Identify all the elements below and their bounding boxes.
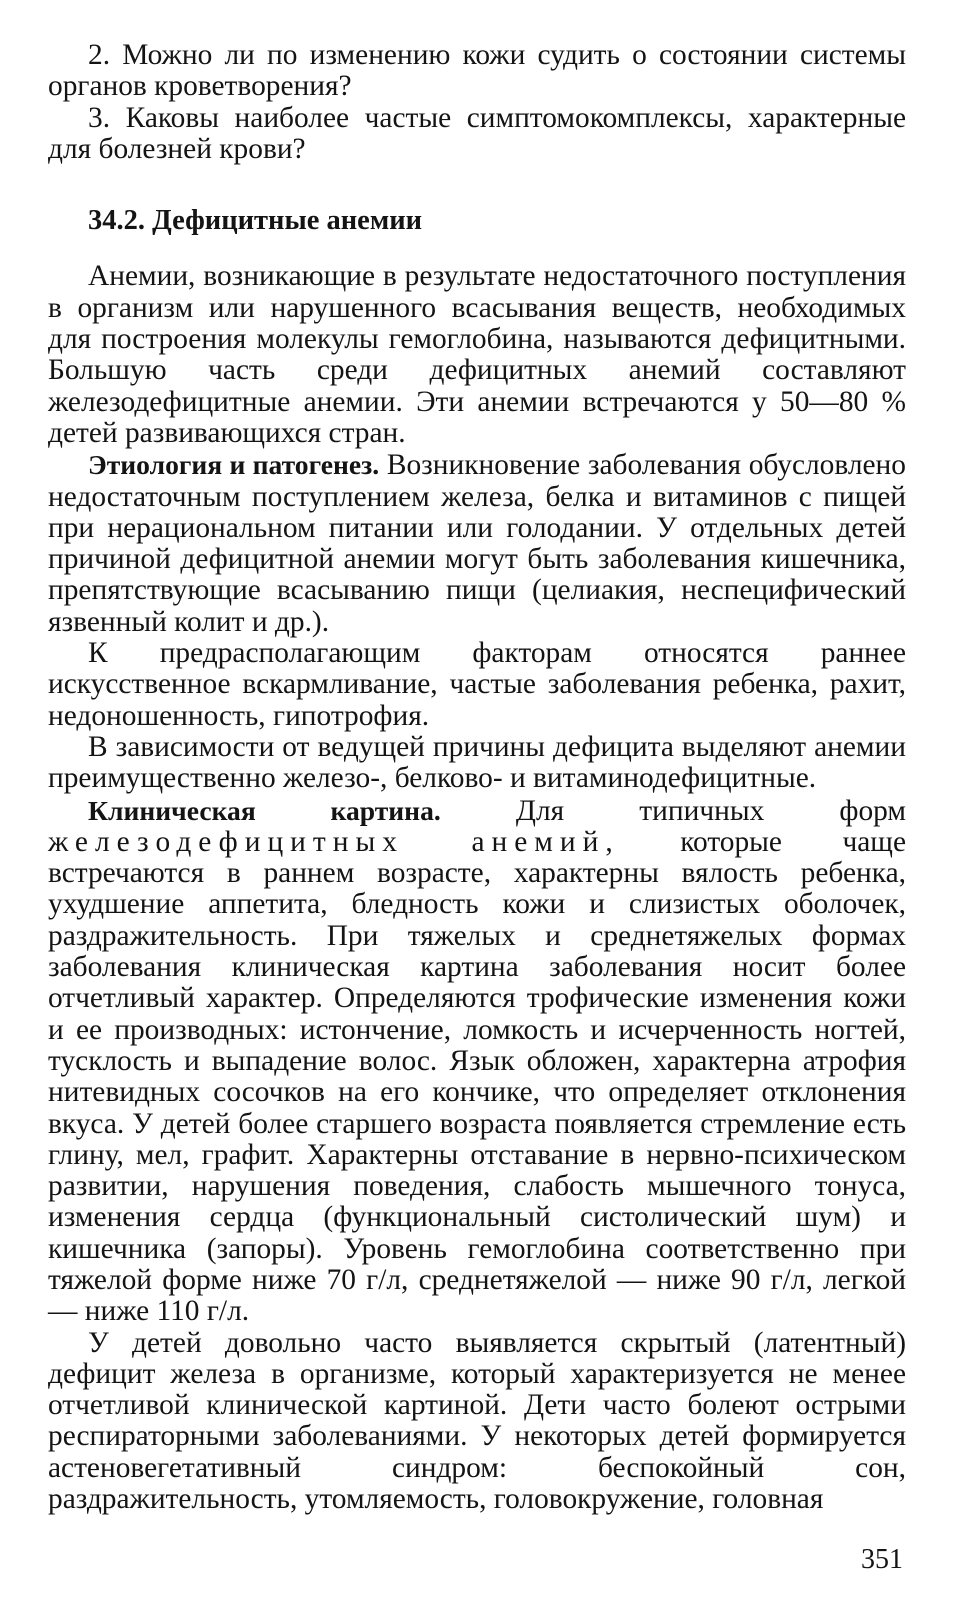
page-body	[48, 40, 906, 1515]
paragraph-intro: Анемии, возникающие в результате недостаточного поступления в организм или нарушенного всасывания веществ, необходимых для построения молекулы гемоглобина, называются дефицитными. Большую часть среди дефицитных анемий составляют железодефицитные анемии. Эти анемии встречаются у 50—80 % детей развивающихся стран.	[48, 260, 906, 449]
etiology-text: Возникновение заболевания обусловлено недостаточным поступлением железа, белка и витаминов с пищей при нерациональном питании или голодании. У отдельных детей причиной дефицитной анемии могут быть заболевания кишечника, препятствующие всасыванию пищи (целиакия, неспецифический язвенный колит и др.).	[48, 449, 906, 638]
etiology-label: Этиология и патогенез.	[88, 449, 380, 481]
paragraph-predisposing: К предрасполагающим факторам относятся раннее искусственное вскармливание, частые заболевания ребенка, рахит, недоношенность, гипотрофия.	[48, 637, 906, 732]
paragraph-latent: У детей довольно часто выявляется скрытый (латентный) дефицит железа в организме, который характеризуется не менее отчетливой клинической картиной. Дети часто болеют острыми респираторными заболеваниями. У некоторых детей формируется астеновегетативный синдром: беспокойный сон, раздражительность, утомляемость, головокружение, головная	[48, 1326, 906, 1516]
question-item: 2. Можно ли по изменению кожи судить о состоянии системы органов кроветворения?	[48, 39, 906, 103]
clinical-label: Клиническая картина.	[88, 794, 441, 826]
paragraph-etiology	[48, 449, 906, 638]
clinical-spaced-term: железодефицитных анемий,	[48, 825, 620, 858]
clinical-after: которые чаще встречаются в раннем возрасте, характерны вялость ребенка, ухудшение аппетита, бледность кожи и слизистых оболочек, раздражительность. При тяжелых и среднетяжелых формах заболевания клиническая картина заболевания носит более отчетливый характер. Определяются трофические изменения кожи и ее производных: истончение, ломкость и исчерченность ногтей, тусклость и выпадение волос. Язык обложен, характерна атрофия нитевидных сосочков на его кончике, что определяет отклонения вкуса. У детей более старшего возраста появляется стремление есть глину, мел, графит. Характерны отставание в нервно-психическом развитии, нарушения поведения, слабость мышечного тонуса, изменения сердца (функциональный систолический шум) и кишечника (запоры). Уровень гемоглобина соответственно при тяжелой форме ниже 70 г/л, среднетяжелой — ниже 90 г/л, легкой — ниже 110 г/л.	[48, 825, 906, 1328]
clinical-before: Для типичных форм	[515, 794, 906, 827]
page-number: 351	[861, 1544, 903, 1575]
paragraph-clinical	[48, 795, 906, 1328]
question-item: 3. Каковы наиболее частые симптомокомплексы, характерные для болезней крови?	[48, 101, 906, 165]
section-heading: 34.2. Дефицитные анемии	[88, 205, 423, 237]
paragraph-classification: В зависимости от ведущей причины дефицита выделяют анемии преимущественно железо-, белково- и витаминодефицитные.	[48, 730, 906, 795]
